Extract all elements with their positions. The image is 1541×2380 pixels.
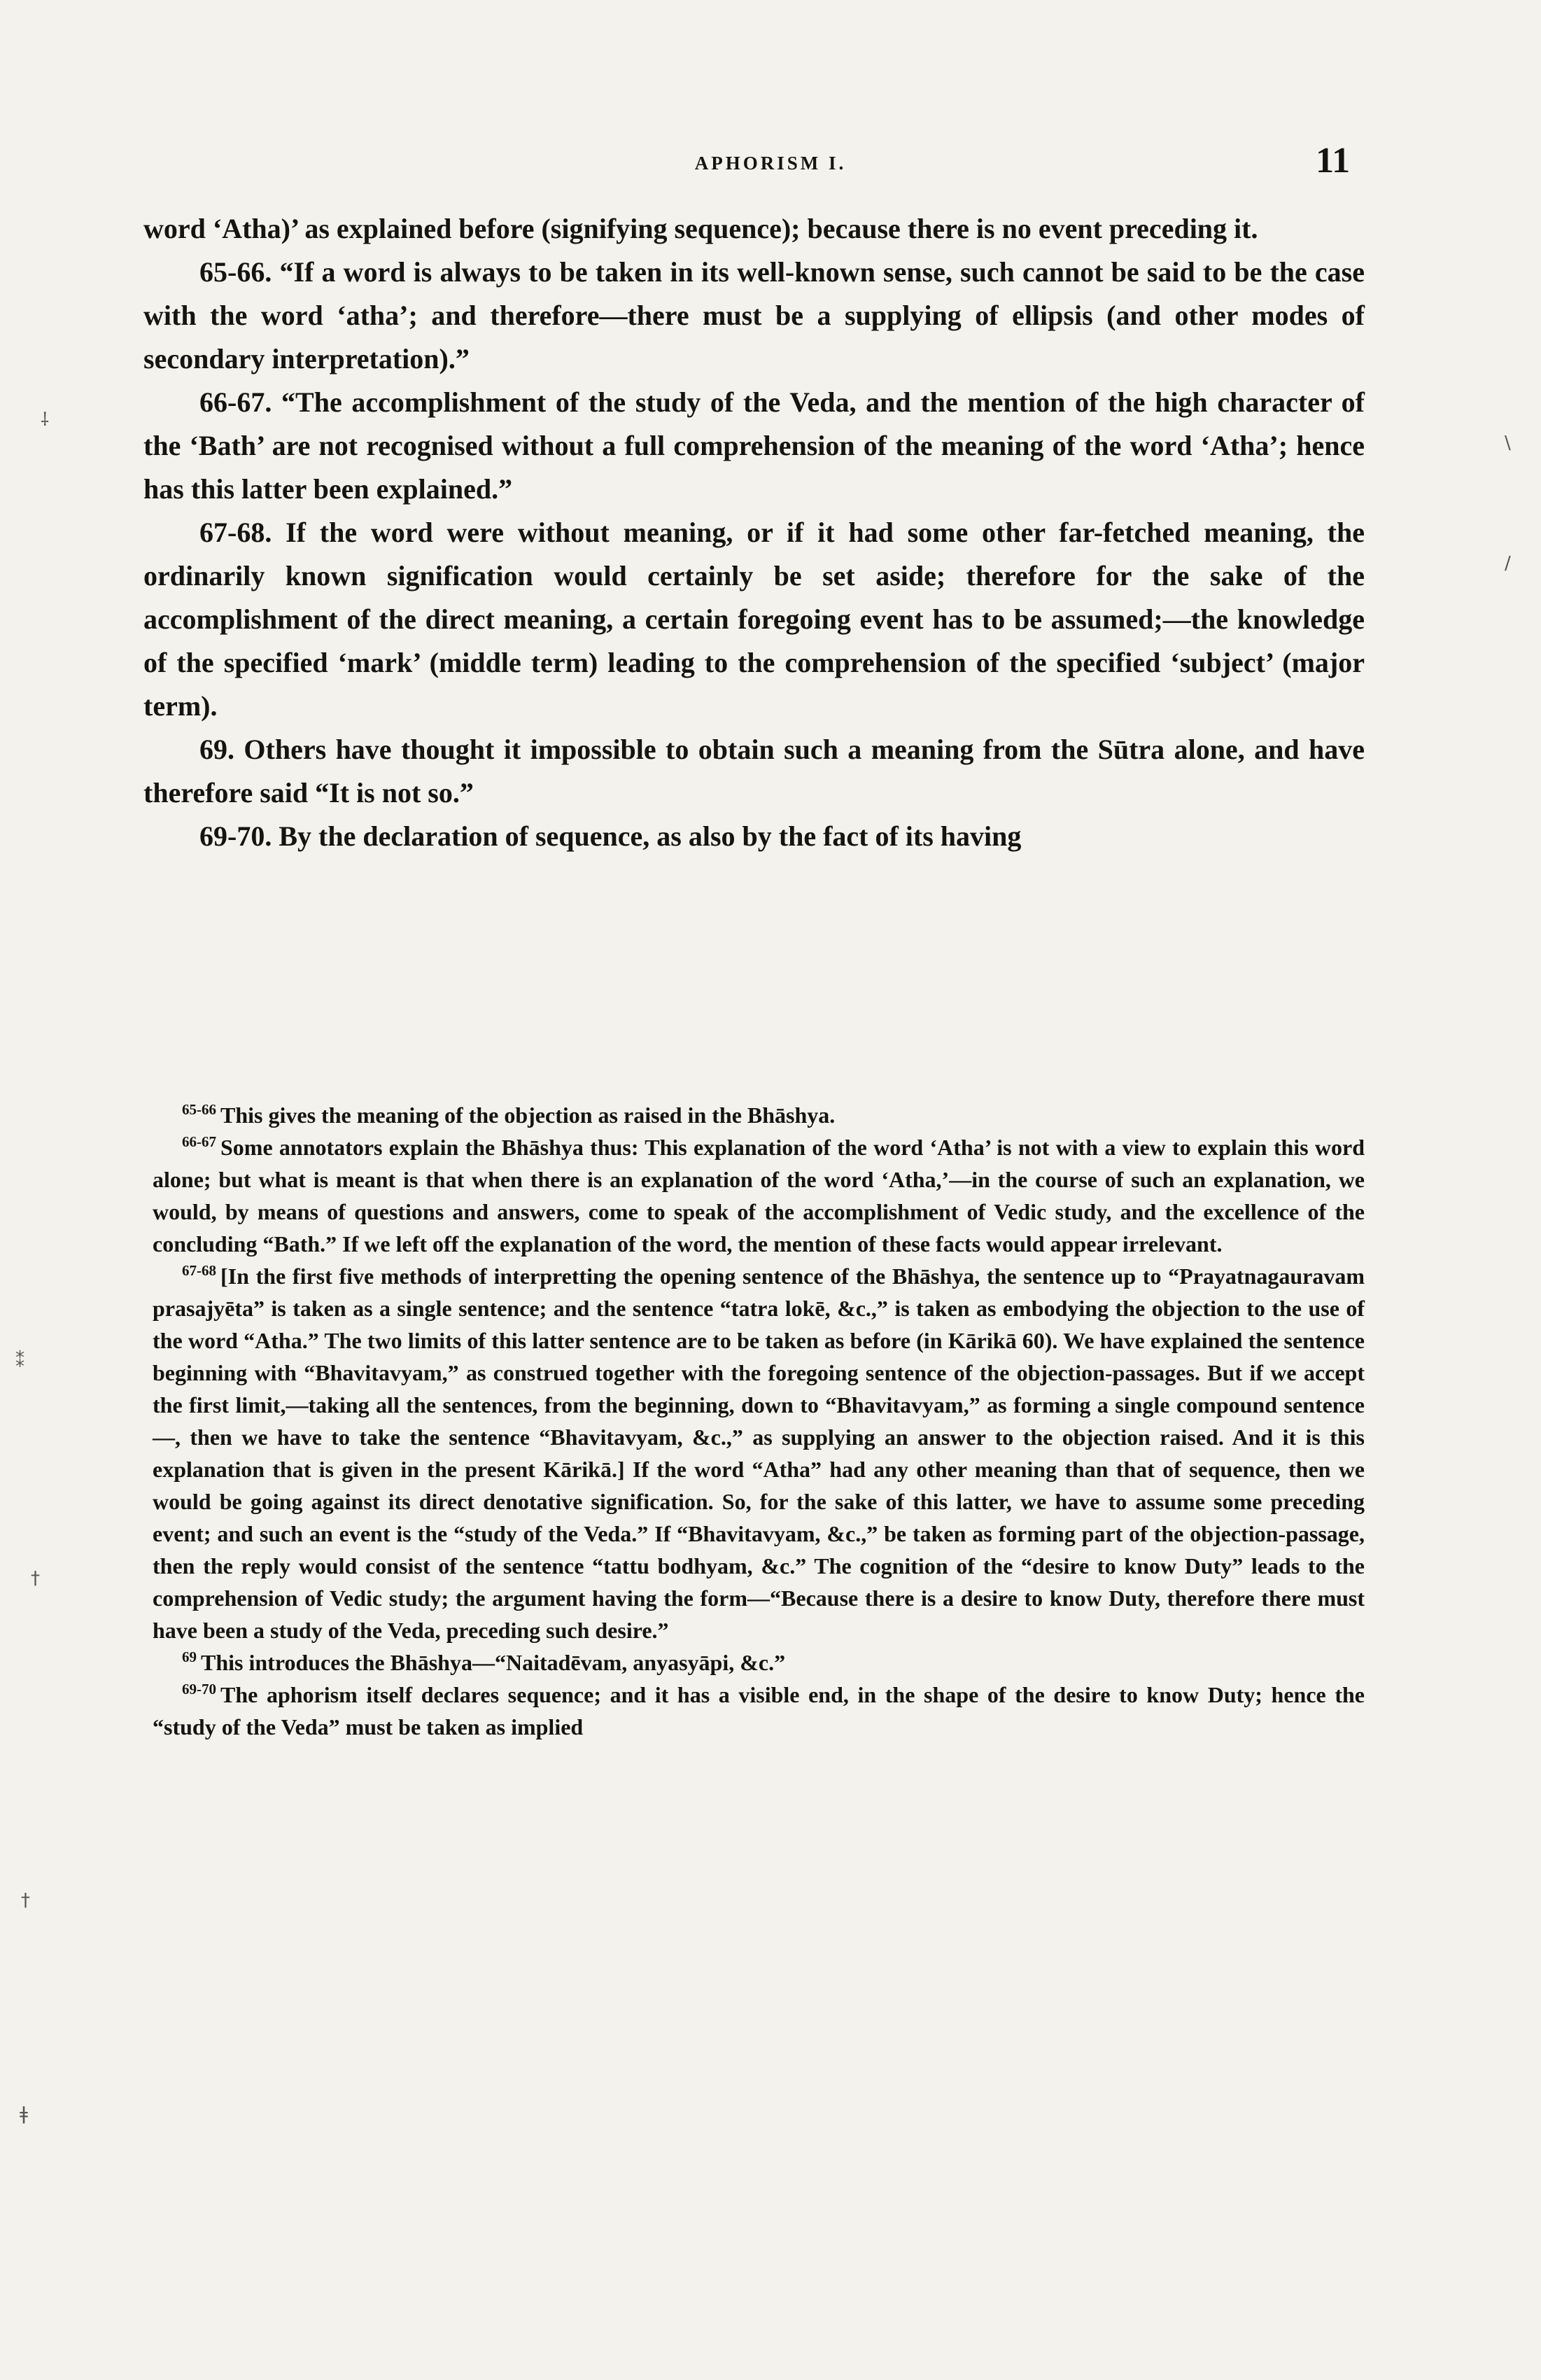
footnote	[153, 1099, 1365, 1131]
scan-speck-icon: ⸸	[41, 410, 50, 430]
footnote	[153, 1679, 1365, 1743]
running-title: APHORISM I.	[694, 153, 847, 174]
scan-speck-icon: †	[21, 1890, 30, 1911]
scan-speck-icon: ǂ	[20, 2104, 28, 2124]
footnote	[153, 1260, 1365, 1646]
scan-speck-icon: ⁑	[15, 1351, 24, 1372]
footnote-ref: 67-68	[182, 1262, 216, 1280]
footnote-text: The aphorism itself declares sequence; and it has a visible end, in the shape of the desire to know Duty; hence the “study of the Veda” must be taken as implied	[153, 1682, 1365, 1740]
scan-speck-icon: \	[1505, 433, 1511, 454]
main-paragraph: 65-66. “If a word is always to be taken in its well-known sense, such cannot be said to be the case with the word ‘atha’; and therefore—there must be a supplying of ellipsis (and other modes of secondary interpretation).”	[143, 256, 1365, 374]
scan-speck-icon: /	[1505, 553, 1511, 574]
footnotes	[153, 1099, 1365, 1743]
footnote-ref: 65-66	[182, 1101, 216, 1119]
footnote	[153, 1646, 1365, 1679]
footnote-text: Some annotators explain the Bhāshya thus: This explanation of the word ‘Atha’ is not with a view to explain this word alone; but what is meant is that when there is an explanation of the word ‘Atha,’—in the course of such an explanation, we would, by means of questions and answers, come to speak of the accomplishment of Vedic study, and the excellence of the concluding “Bath.” If we left off the explanation of the word, the mention of these facts would appear irrelevant.	[153, 1135, 1365, 1256]
page-number: 11	[1316, 141, 1351, 181]
footnote-ref: 66-67	[182, 1133, 216, 1151]
scan-speck-icon: †	[31, 1568, 40, 1589]
footnote-text: This gives the meaning of the objection as raised in the Bhāshya.	[220, 1102, 836, 1128]
main-paragraph: 67-68. If the word were without meaning, or if it had some other far-fetched meaning, the ordinarily known signification would certainly be set aside; therefore for the sake of the accomplishment of the direct meaning, a certain foregoing event has to be assumed;—the knowledge of the specified ‘mark’ (middle term) leading to the comprehension of the specified ‘subject’ (major term).	[143, 517, 1365, 722]
main-paragraph: 66-67. “The accomplishment of the study of the Veda, and the mention of the high character of the ‘Bath’ are not recognised without a full comprehension of the meaning of the word ‘Atha’; hence has this latter been explained.”	[143, 386, 1365, 505]
main-text	[143, 207, 1365, 858]
footnote	[153, 1131, 1365, 1260]
main-paragraph: 69-70. By the declaration of sequence, as also by the fact of its having	[199, 820, 1022, 852]
footnote-ref: 69-70	[182, 1681, 216, 1698]
footnote-text: [In the first five methods of interpretting the opening sentence of the Bhāshya, the sentence up to “Prayatnagauravam prasajyēta” is taken as a single sentence; and the sentence “tatra lokē, &c.,” is taken as embodying the objection to the use of the word “Atha.” The two limits of this latter sentence are to be taken as before (in Kārikā 60). We have explained the sentence beginning with “Bhavitavyam,” as construed together with the foregoing sentence of the objection-passages. But if we accept the first limit,—taking all the sentences, from the beginning, down to “Bhavitavyam,” as forming a single compound sentence—, then we have to take the sentence “Bhavitavyam, &c.,” as supplying an answer to the objection raised. And it is this explanation that is given in the present Kārikā.] If the word “Atha” had any other meaning than that of sequence, then we would be going against its direct denotative signification. So, for the sake of this latter, we have to assume some preceding event; and such an event is the “study of the Veda.” If “Bhavitavyam, &c.,” be taken as forming part of the objection-passage, then the reply would consist of the sentence “tattu bodhyam, &c.” The cognition of the “desire to know Duty” leads to the comprehension of Vedic study; the argument having the form—“Because there is a desire to know Duty, therefore there must have been a study of the Veda, preceding such desire.”	[153, 1264, 1365, 1643]
main-paragraph: word ‘Atha)’ as explained before (signifying sequence); because there is no event preceding it.	[143, 213, 1258, 244]
main-paragraph: 69. Others have thought it impossible to obtain such a meaning from the Sūtra alone, and have therefore said “It is not so.”	[143, 734, 1365, 808]
footnote-ref: 69	[182, 1648, 197, 1666]
footnote-text: This introduces the Bhāshya—“Naitadēvam, anyasyāpi, &c.”	[201, 1650, 786, 1675]
